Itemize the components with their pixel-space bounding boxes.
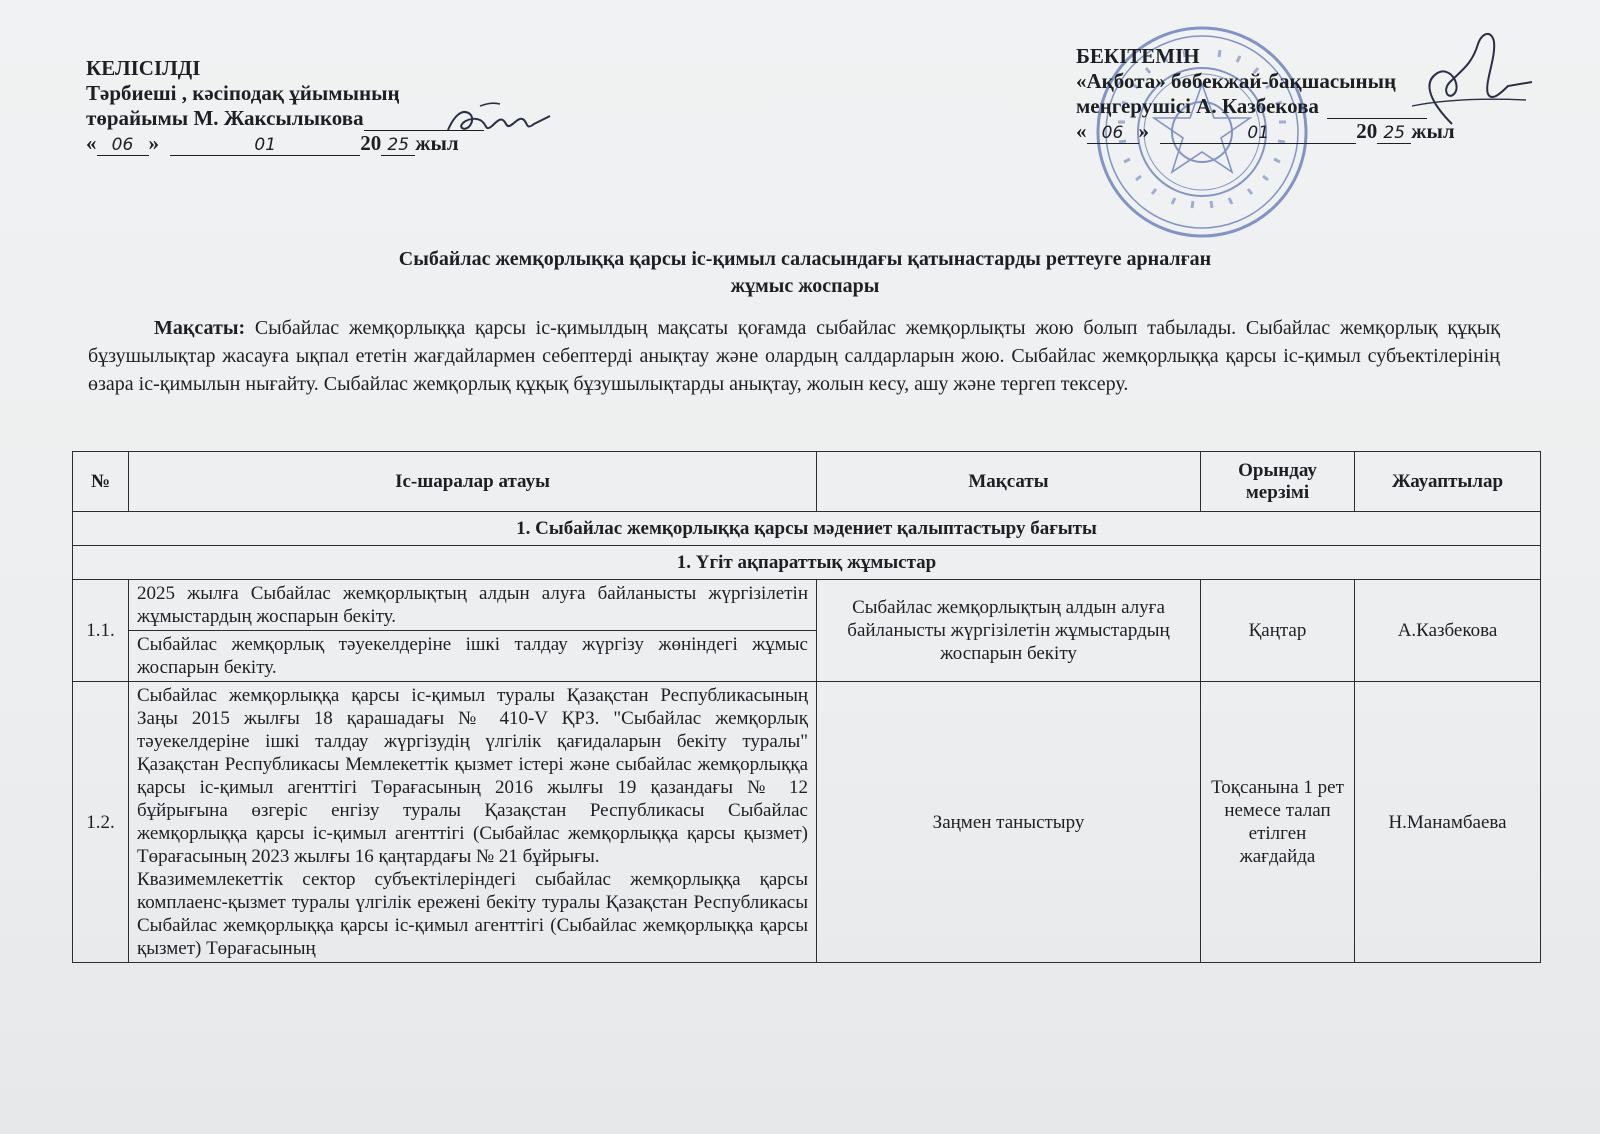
year-prefix: 20 bbox=[1356, 119, 1378, 143]
row-activity: Сыбайлас жемқорлық тәуекелдеріне ішкі талдау жүргізу жөніндегі жұмыс жоспарын бекіту. bbox=[129, 631, 817, 682]
table-row bbox=[73, 580, 1541, 631]
approval-agreed-block bbox=[86, 56, 646, 156]
date-quote-close: » bbox=[148, 131, 159, 155]
row-activity bbox=[129, 682, 817, 963]
work-plan-table bbox=[72, 451, 1541, 963]
signature-left-icon bbox=[440, 96, 560, 146]
table-row bbox=[73, 682, 1541, 963]
row-num: 1.1. bbox=[73, 580, 129, 682]
header-num: № bbox=[73, 452, 129, 512]
row-activity: 2025 жылға Сыбайлас жемқорлықтың алдын алуға байланысты жүргізілетін жұмыстардың жоспарын бекіту. bbox=[129, 580, 817, 631]
year-suffix: 25 bbox=[1377, 123, 1411, 144]
date-month: 01 bbox=[1160, 123, 1356, 144]
approval-agreed-line2: төрайымы М. Жаксылыкова bbox=[86, 106, 364, 130]
date-quote-open: « bbox=[1076, 119, 1087, 143]
row-responsible: Н.Манамбаева bbox=[1355, 682, 1541, 963]
header-purpose: Мақсаты bbox=[817, 452, 1201, 512]
approval-approve-heading: БЕКІТЕМІН bbox=[1076, 44, 1200, 68]
subsection-row bbox=[73, 546, 1541, 580]
approval-agreed-heading: КЕЛІСІЛДІ bbox=[86, 56, 201, 80]
document-title-line2: жұмыс жоспары bbox=[730, 275, 880, 297]
document-title bbox=[120, 246, 1490, 300]
header-deadline: Орындау мерзімі bbox=[1201, 452, 1355, 512]
row-num: 1.2. bbox=[73, 682, 129, 963]
year-suffix: 25 bbox=[381, 135, 415, 156]
section-row bbox=[73, 512, 1541, 546]
table-header-row bbox=[73, 452, 1541, 512]
row-activity-main: Сыбайлас жемқорлыққа қарсы іс-қимыл туралы Қазақстан Республикасының Заңы 2015 жылғы 18 қарашадағы № 410-V ҚРЗ. "Сыбайлас жемқорлық тәуекелдеріне ішкі талдау жүргізудің үлгілік қағидаларын бекіту туралы" Қазақстан Республикасы Мемлекеттік қызмет істері және сыбайлас жемқорлыққа қарсы іс-қимыл агенттігі Төрағасының 2016 жылғы 19 қазандағы № 12 бұйрығына өзгеріс енгізу туралы Қазақстан Республикасы Сыбайлас жемқорлыққа қарсы іс-қимыл агенттігі (Сыбайлас жемқорлыққа қарсы қызмет) Төрағасының 2023 жылғы 16 қаңтардағы № 21 бұйрығы. bbox=[137, 685, 808, 867]
goal-label: Мақсаты: bbox=[154, 317, 246, 339]
date-quote-open: « bbox=[86, 131, 97, 155]
row-deadline: Қаңтар bbox=[1201, 580, 1355, 682]
goal-paragraph bbox=[88, 314, 1500, 398]
approval-approve-line2: меңгерушісі А. Казбекова bbox=[1076, 94, 1319, 118]
signature-right-icon bbox=[1392, 24, 1542, 134]
row-deadline: Тоқсанына 1 рет немесе талап етілген жағдайда bbox=[1201, 682, 1355, 963]
header-activity: Іс-шаралар атауы bbox=[129, 452, 817, 512]
header-responsible: Жауаптылар bbox=[1355, 452, 1541, 512]
approval-agreed-line2-row bbox=[86, 106, 646, 131]
row-responsible: А.Казбекова bbox=[1355, 580, 1541, 682]
row-activity-continued: Квазимемлекеттік сектор субъектілеріндегі сыбайлас жемқорлыққа қарсы комплаенс-қызмет туралы үлгілік ережені бекіту туралы Қазақстан Республикасы Сыбайлас жемқорлыққа қарсы іс-қимыл агенттігі (Сыбайлас жемқорлыққа қарсы қызмет) Төрағасының bbox=[137, 869, 808, 959]
goal-text: Сыбайлас жемқорлыққа қарсы іс-қимылдың мақсаты қоғамда сыбайлас жемқорлықты жою болып табылады. Сыбайлас жемқорлық құқық бұзушылықтар жасауға ықпал ететін жағдайлармен себептерді анықтау және олардың салдарларын жою. Сыбайлас жемқорлыққа қарсы іс-қимыл субъектілерінің өзара іс-қимылын нығайту. Сыбайлас жемқорлық құқық бұзушылықтарды анықтау, жолын кесу, ашу және тергеп тексеру. bbox=[88, 317, 1500, 395]
subsection-title: 1. Үгіт ақпараттық жұмыстар bbox=[73, 546, 1541, 580]
section-title: 1. Сыбайлас жемқорлыққа қарсы мәдениет қалыптастыру бағыты bbox=[73, 512, 1541, 546]
date-day: 06 bbox=[1087, 123, 1139, 144]
approval-agreed-date bbox=[86, 131, 646, 156]
row-purpose: Сыбайлас жемқорлықтың алдын алуға байланысты жүргізілетін жұмыстардың жоспарын бекіту bbox=[817, 580, 1201, 682]
date-month: 01 bbox=[170, 135, 360, 156]
approval-approve-line1: «Ақбота» бөбекжай-бақшасының bbox=[1076, 69, 1397, 93]
year-prefix: 20 bbox=[360, 131, 382, 155]
date-quote-close: » bbox=[1138, 119, 1149, 143]
year-word: жыл bbox=[415, 131, 459, 155]
document-title-line1: Сыбайлас жемқорлыққа қарсы іс-қимыл саласындағы қатынастарды реттеуге арналған bbox=[398, 248, 1212, 270]
date-day: 06 bbox=[97, 135, 149, 156]
approval-agreed-line1: Тәрбиеші , кәсіподақ ұйымының bbox=[86, 81, 400, 105]
year-word: жыл bbox=[1411, 119, 1455, 143]
row-purpose: Заңмен таныстыру bbox=[817, 682, 1201, 963]
